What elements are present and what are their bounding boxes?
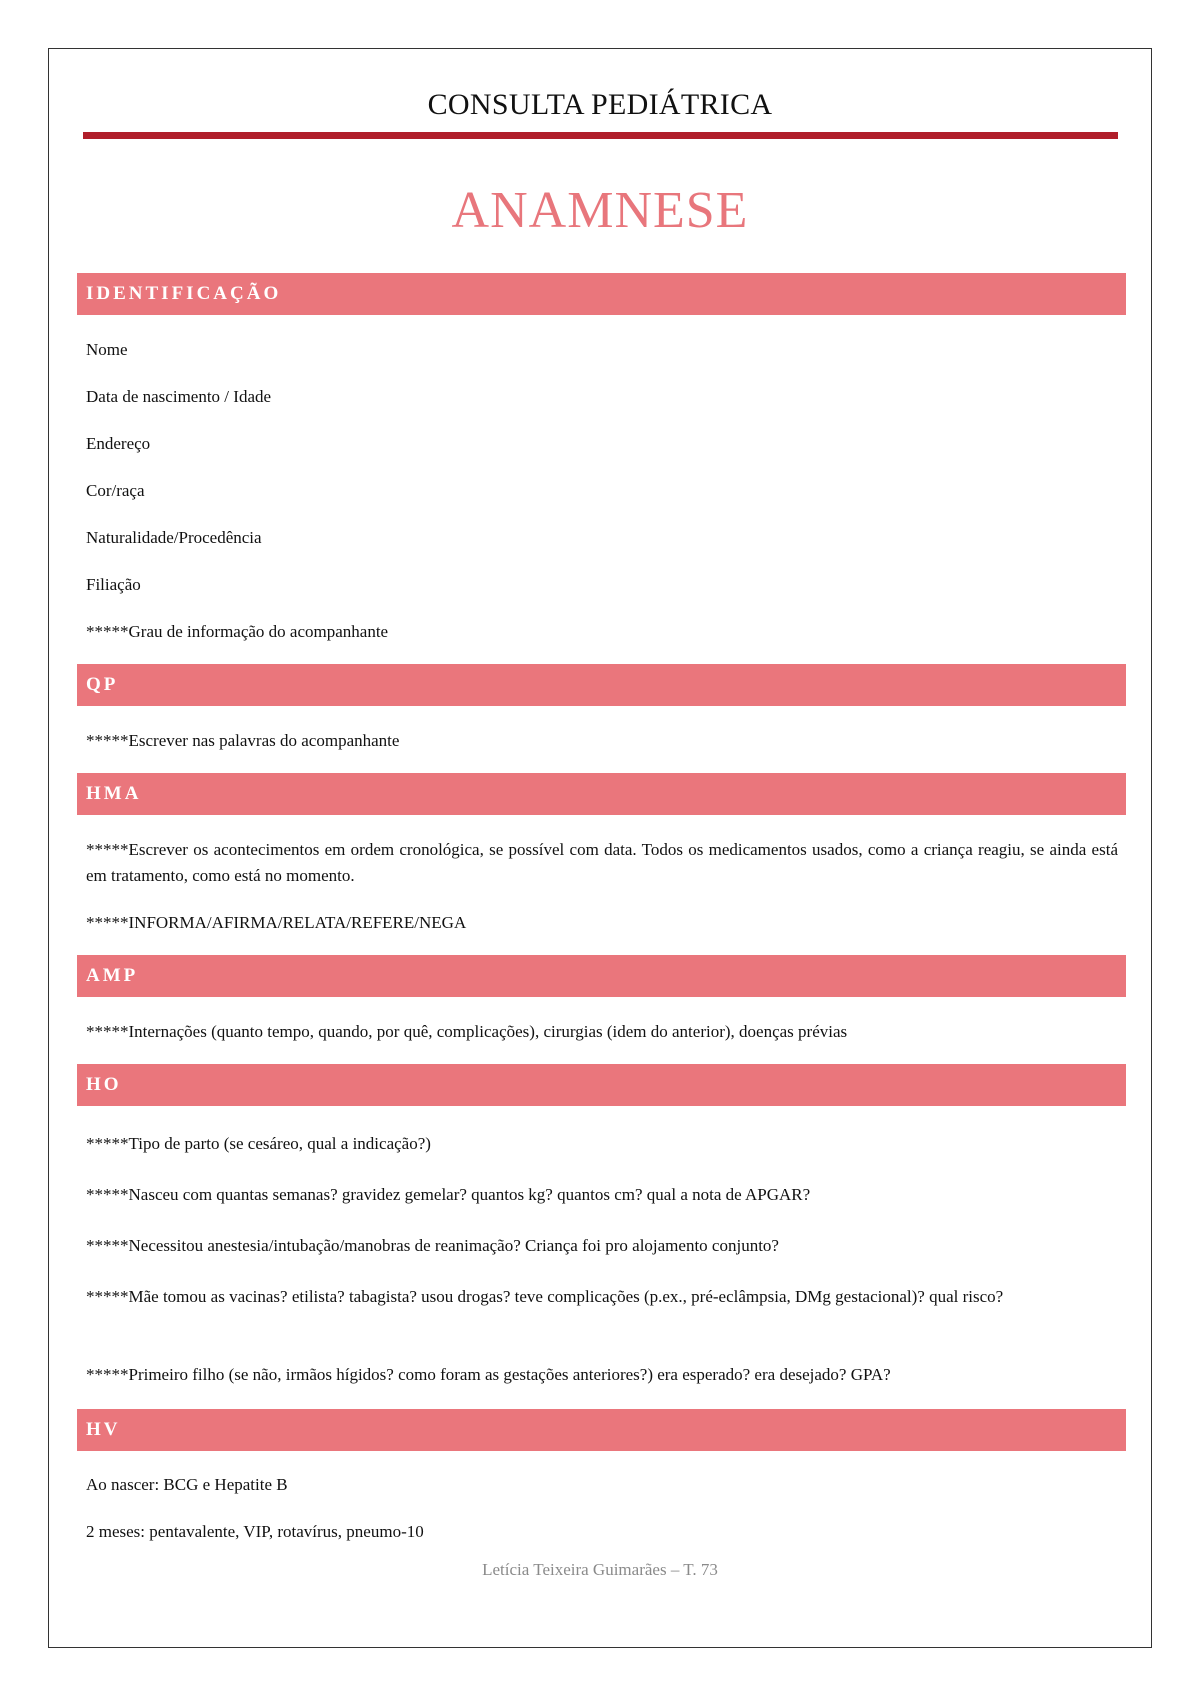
section-header-qp: QP	[77, 664, 1126, 706]
hma-line: *****INFORMA/AFIRMA/RELATA/REFERE/NEGA	[86, 913, 467, 932]
section-header-identificacao: IDENTIFICAÇÃO	[77, 273, 1126, 315]
ho-line: *****Mãe tomou as vacinas? etilista? tabagista? usou drogas? teve complicações (p.ex., pré-eclâmpsia, DMg gestacional)? qual risco?	[86, 1287, 1004, 1306]
identificacao-line: Data de nascimento / Idade	[86, 387, 272, 406]
ho-line: *****Nasceu com quantas semanas? gravidez gemelar? quantos kg? quantos cm? qual a nota de APGAR?	[86, 1185, 811, 1204]
identificacao-line: Endereço	[86, 434, 151, 453]
qp-line: *****Escrever nas palavras do acompanhante	[86, 731, 400, 750]
hv-line: Ao nascer: BCG e Hepatite B	[86, 1475, 288, 1494]
hma-line: *****Escrever os acontecimentos em ordem cronológica, se possível com data. Todos os medicamentos usados, como a criança reagiu, se ainda está em tratamento, como está no momento.	[86, 840, 1118, 885]
header-rule	[83, 132, 1118, 139]
ho-line: *****Primeiro filho (se não, irmãos hígidos? como foram as gestações anteriores?) era esperado? era desejado? GPA?	[86, 1365, 891, 1384]
section-header-amp: AMP	[77, 955, 1126, 997]
identificacao-line: Filiação	[86, 575, 141, 594]
hv-line: 2 meses: pentavalente, VIP, rotavírus, pneumo-10	[86, 1522, 424, 1541]
section-header-hma: HMA	[77, 773, 1126, 815]
document-header: CONSULTA PEDIÁTRICA	[427, 88, 773, 121]
identificacao-line: *****Grau de informação do acompanhante	[86, 622, 389, 641]
identificacao-line: Cor/raça	[86, 481, 145, 500]
page-title: ANAMNESE	[451, 182, 749, 239]
ho-line: *****Necessitou anestesia/intubação/manobras de reanimação? Criança foi pro alojamento conjunto?	[86, 1236, 779, 1255]
section-header-hv: HV	[77, 1409, 1126, 1451]
ho-line: *****Tipo de parto (se cesáreo, qual a indicação?)	[86, 1134, 431, 1153]
amp-line: *****Internações (quanto tempo, quando, por quê, complicações), cirurgias (idem do anterior), doenças prévias	[86, 1022, 848, 1041]
footer-author: Letícia Teixeira Guimarães – T. 73	[482, 1560, 718, 1579]
identificacao-line: Naturalidade/Procedência	[86, 528, 262, 547]
identificacao-line: Nome	[86, 340, 128, 359]
section-header-ho: HO	[77, 1064, 1126, 1106]
